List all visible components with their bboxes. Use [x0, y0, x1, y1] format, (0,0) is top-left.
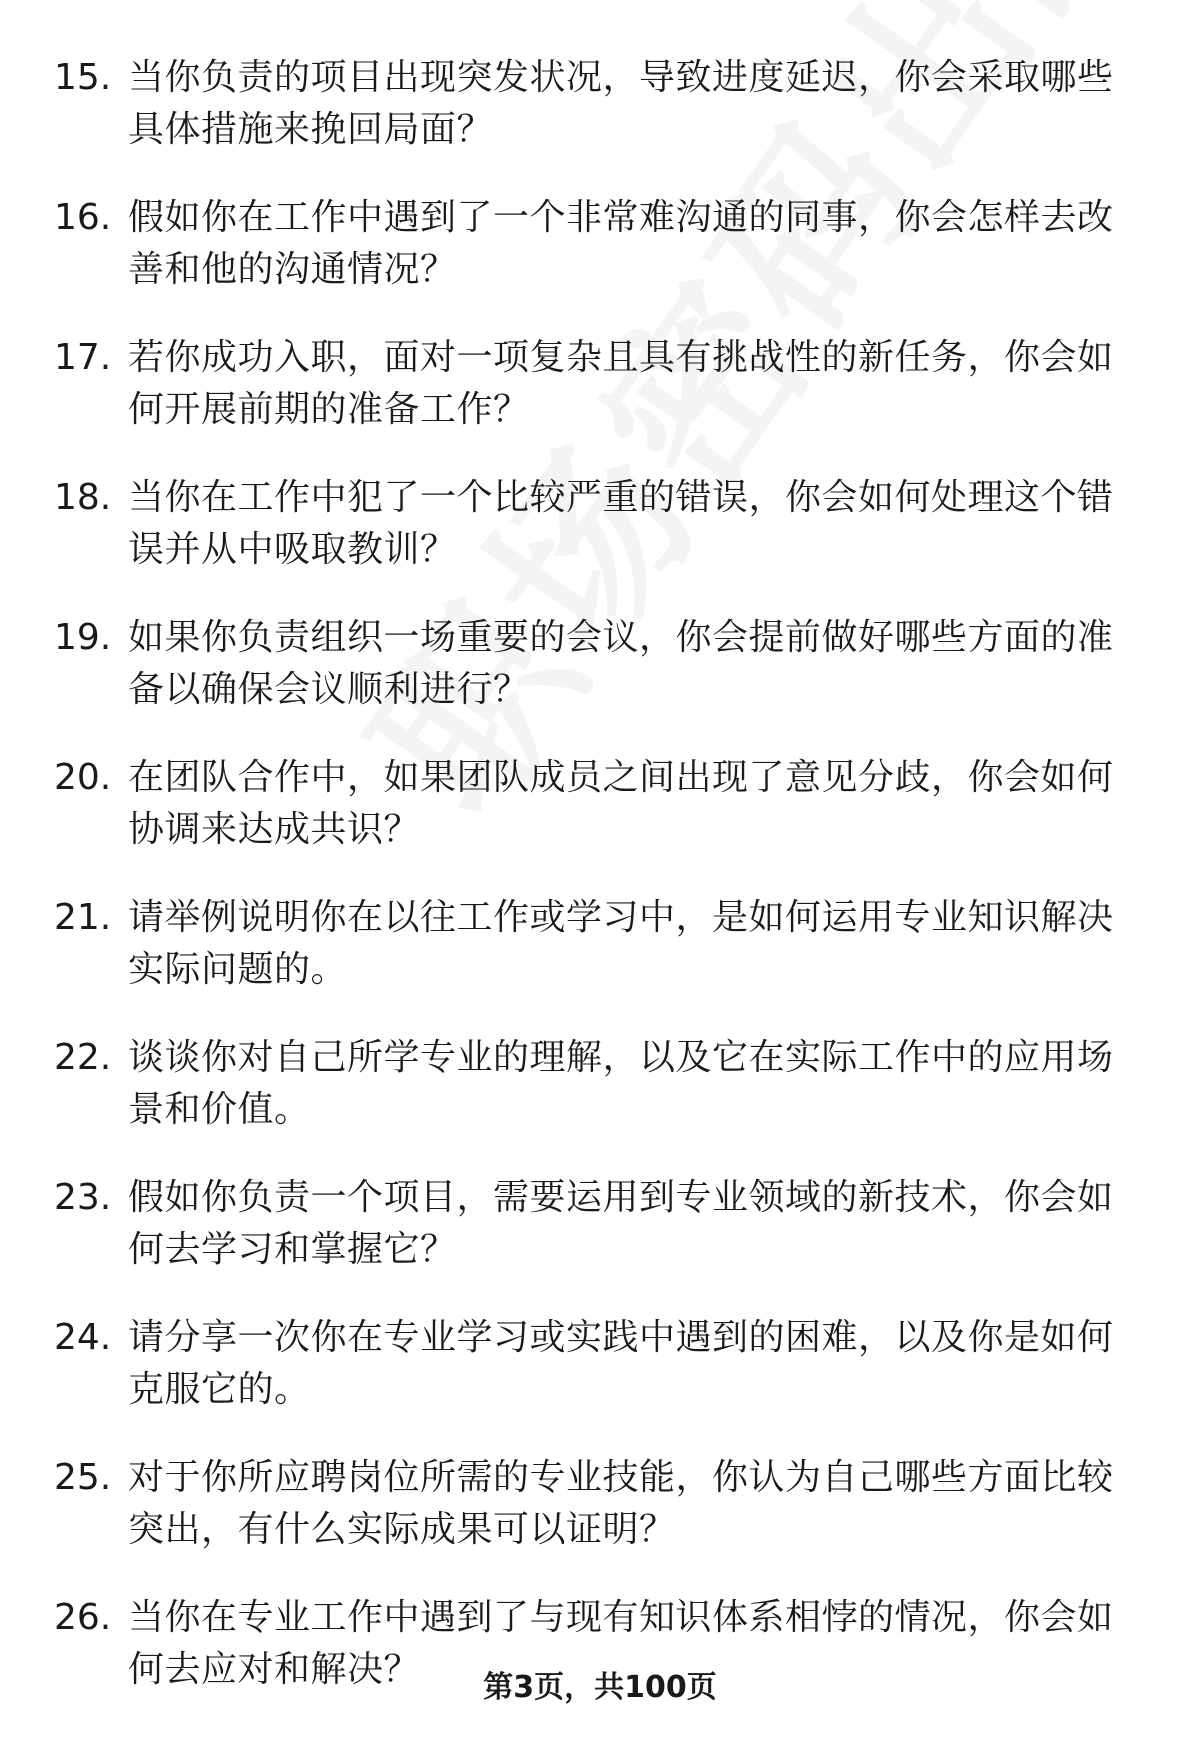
question-item	[0, 1452, 1200, 1592]
question-text: 在团队合作中，如果团队成员之间出现了意见分歧，你会如何协调来达成共识？	[128, 757, 1114, 850]
question-text: 请分享一次你在专业学习或实践中遇到的困难，以及你是如何克服它的。	[128, 1317, 1114, 1410]
question-item	[0, 472, 1200, 612]
question-text: 假如你负责一个项目，需要运用到专业领域的新技术，你会如何去学习和掌握它？	[128, 1177, 1114, 1270]
question-text: 若你成功入职，面对一项复杂且具有挑战性的新任务，你会如何开展前期的准备工作？	[128, 337, 1114, 430]
question-text: 请举例说明你在以往工作或学习中，是如何运用专业知识解决实际问题的。	[128, 897, 1114, 990]
question-text: 当你在工作中犯了一个比较严重的错误，你会如何处理这个错误并从中吸取教训？	[128, 477, 1114, 570]
question-number: 25.	[54, 1457, 112, 1498]
question-item	[0, 332, 1200, 472]
question-list	[0, 52, 1200, 1732]
question-number: 23.	[54, 1177, 112, 1218]
question-text: 对于你所应聘岗位所需的专业技能，你认为自己哪些方面比较突出，有什么实际成果可以证明？	[128, 1457, 1114, 1550]
question-item	[0, 52, 1200, 192]
page-footer: 第3页，共100页	[483, 1670, 717, 1705]
question-item	[0, 612, 1200, 752]
question-item	[0, 752, 1200, 892]
question-number: 19.	[54, 617, 112, 658]
question-text: 当你在专业工作中遇到了与现有知识体系相悖的情况，你会如何去应对和解决？	[128, 1597, 1114, 1690]
question-number: 17.	[54, 337, 112, 378]
question-item	[0, 1172, 1200, 1312]
question-number: 16.	[54, 197, 112, 238]
question-number: 22.	[54, 1037, 112, 1078]
question-text: 假如你在工作中遇到了一个非常难沟通的同事，你会怎样去改善和他的沟通情况？	[128, 197, 1114, 290]
question-item	[0, 192, 1200, 332]
question-number: 18.	[54, 477, 112, 518]
question-item	[0, 1312, 1200, 1452]
question-item	[0, 1032, 1200, 1172]
question-text: 谈谈你对自己所学专业的理解，以及它在实际工作中的应用场景和价值。	[128, 1037, 1114, 1130]
question-number: 20.	[54, 757, 112, 798]
question-text: 如果你负责组织一场重要的会议，你会提前做好哪些方面的准备以确保会议顺利进行？	[128, 617, 1114, 710]
question-item	[0, 892, 1200, 1032]
question-text: 当你负责的项目出现突发状况，导致进度延迟，你会采取哪些具体措施来挽回局面？	[128, 57, 1114, 150]
question-number: 26.	[54, 1597, 112, 1638]
question-number: 15.	[54, 57, 112, 98]
question-number: 24.	[54, 1317, 112, 1358]
question-number: 21.	[54, 897, 112, 938]
question-item	[0, 1592, 1200, 1732]
